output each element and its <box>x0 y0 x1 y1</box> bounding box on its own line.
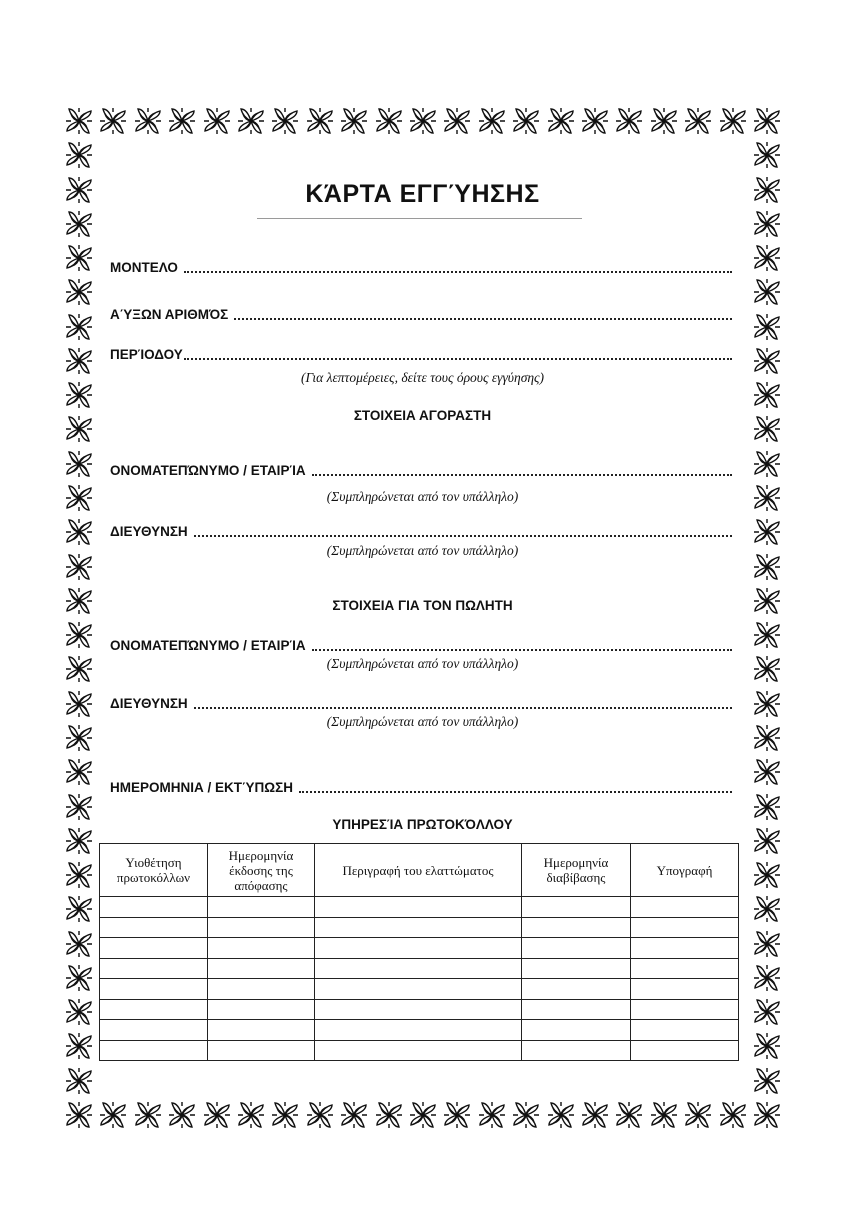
four-petal-star-icon <box>62 995 96 1029</box>
table-row <box>100 958 739 979</box>
table-cell[interactable] <box>100 938 208 959</box>
four-petal-star-icon <box>440 104 474 138</box>
four-petal-star-icon <box>750 961 784 995</box>
title-divider <box>257 218 582 219</box>
four-petal-star-icon <box>62 1029 96 1063</box>
table-cell[interactable] <box>522 1040 631 1061</box>
protocol-section-heading: ΥΠΗΡΕΣΊΑ ΠΡΩΤΟΚΌΛΛΟΥ <box>332 817 513 832</box>
serial-number-label: ΑΎΞΩΝ ΑΡΙΘΜΌΣ <box>110 307 229 322</box>
table-cell[interactable] <box>631 917 739 938</box>
four-petal-star-icon <box>372 1098 406 1132</box>
column-header-transmission-date: Ημερομηνία διαβίβασης <box>522 844 631 897</box>
table-cell[interactable] <box>631 897 739 918</box>
four-petal-star-icon <box>62 618 96 652</box>
table-row <box>100 979 739 1000</box>
four-petal-star-icon <box>750 755 784 789</box>
four-petal-star-icon <box>750 104 784 138</box>
four-petal-star-icon <box>681 104 715 138</box>
table-cell[interactable] <box>631 938 739 959</box>
period-note: (Για λεπτομέρειες, δείτε τους όρους εγγύησης) <box>300 370 545 385</box>
table-row <box>100 1020 739 1041</box>
table-cell[interactable] <box>631 999 739 1020</box>
four-petal-star-icon <box>131 104 165 138</box>
four-petal-star-icon <box>750 995 784 1029</box>
four-petal-star-icon <box>647 104 681 138</box>
model-field[interactable] <box>110 258 732 276</box>
four-petal-star-icon <box>268 1098 302 1132</box>
four-petal-star-icon <box>372 104 406 138</box>
four-petal-star-icon <box>131 1098 165 1132</box>
seller-address-note: (Συμπληρώνεται από τον υπάλληλο) <box>326 714 519 729</box>
table-row <box>100 897 739 918</box>
table-cell[interactable] <box>100 1020 208 1041</box>
four-petal-star-icon <box>509 1098 543 1132</box>
buyer-name-field[interactable] <box>110 461 732 479</box>
table-cell[interactable] <box>208 938 315 959</box>
four-petal-star-icon <box>544 104 578 138</box>
model-label: ΜΟΝΤΕΛΟ <box>110 260 178 275</box>
table-cell[interactable] <box>631 1020 739 1041</box>
table-cell[interactable] <box>315 938 522 959</box>
four-petal-star-icon <box>750 1029 784 1063</box>
table-cell[interactable] <box>208 1020 315 1041</box>
seller-name-field[interactable] <box>110 636 732 654</box>
four-petal-star-icon <box>62 241 96 275</box>
period-field[interactable] <box>110 345 732 363</box>
seller-name-label: ΟΝΟΜΑΤΕΠΏΝΥΜΟ / ΕΤΑΙΡΊΑ <box>110 638 306 653</box>
table-cell[interactable] <box>208 979 315 1000</box>
buyer-section-heading: ΣΤΟΙΧΕΙΑ ΑΓΟΡΑΣΤΗ <box>353 408 492 423</box>
four-petal-star-icon <box>268 104 302 138</box>
four-petal-star-icon <box>234 104 268 138</box>
table-row <box>100 999 739 1020</box>
table-cell[interactable] <box>208 897 315 918</box>
four-petal-star-icon <box>578 104 612 138</box>
table-cell[interactable] <box>315 897 522 918</box>
four-petal-star-icon <box>681 1098 715 1132</box>
table-cell[interactable] <box>315 1040 522 1061</box>
table-cell[interactable] <box>315 958 522 979</box>
four-petal-star-icon <box>716 1098 750 1132</box>
four-petal-star-icon <box>750 138 784 172</box>
serial-number-field[interactable] <box>110 305 732 323</box>
four-petal-star-icon <box>509 104 543 138</box>
period-fill-line[interactable] <box>184 358 732 360</box>
table-cell[interactable] <box>522 958 631 979</box>
four-petal-star-icon <box>62 961 96 995</box>
four-petal-star-icon <box>234 1098 268 1132</box>
protocol-header-row <box>100 844 739 897</box>
model-fill-line[interactable] <box>184 271 732 273</box>
four-petal-star-icon <box>165 104 199 138</box>
four-petal-star-icon <box>612 104 646 138</box>
seller-name-fill-line[interactable] <box>312 649 732 651</box>
date-print-label: ΗΜΕΡΟΜΗΝΙΑ / ΕΚΤΎΠΩΣΗ <box>110 780 293 795</box>
four-petal-star-icon <box>750 1064 784 1098</box>
four-petal-star-icon <box>165 1098 199 1132</box>
four-petal-star-icon <box>62 138 96 172</box>
buyer-name-fill-line[interactable] <box>312 474 732 476</box>
four-petal-star-icon <box>750 310 784 344</box>
four-petal-star-icon <box>440 1098 474 1132</box>
column-header-decision-date: Ημερομηνία έκδοσης της απόφασης <box>208 844 315 897</box>
four-petal-star-icon <box>716 104 750 138</box>
table-row <box>100 917 739 938</box>
four-petal-star-icon <box>750 892 784 926</box>
buyer-address-label: ΔΙΕΥΘΥΝΣΗ <box>110 524 188 539</box>
four-petal-star-icon <box>750 207 784 241</box>
four-petal-star-icon <box>612 1098 646 1132</box>
table-cell[interactable] <box>100 958 208 979</box>
table-cell[interactable] <box>522 897 631 918</box>
table-cell[interactable] <box>315 979 522 1000</box>
seller-address-fill-line[interactable] <box>194 707 732 709</box>
table-cell[interactable] <box>522 917 631 938</box>
four-petal-star-icon <box>750 241 784 275</box>
table-cell[interactable] <box>631 958 739 979</box>
four-petal-star-icon <box>475 1098 509 1132</box>
buyer-name-note: (Συμπληρώνεται από τον υπάλληλο) <box>326 489 519 504</box>
table-cell[interactable] <box>100 999 208 1020</box>
table-cell[interactable] <box>522 938 631 959</box>
four-petal-star-icon <box>62 207 96 241</box>
buyer-address-note: (Συμπληρώνεται από τον υπάλληλο) <box>326 543 519 558</box>
four-petal-star-icon <box>750 275 784 309</box>
table-cell[interactable] <box>100 979 208 1000</box>
four-petal-star-icon <box>406 104 440 138</box>
table-cell[interactable] <box>100 917 208 938</box>
four-petal-star-icon <box>62 275 96 309</box>
table-cell[interactable] <box>208 917 315 938</box>
table-cell[interactable] <box>631 1040 739 1061</box>
four-petal-star-icon <box>750 1098 784 1132</box>
table-cell[interactable] <box>315 1020 522 1041</box>
four-petal-star-icon <box>62 1064 96 1098</box>
table-cell[interactable] <box>208 999 315 1020</box>
date-print-field[interactable] <box>110 778 732 796</box>
table-row <box>100 938 739 959</box>
four-petal-star-icon <box>96 104 130 138</box>
four-petal-star-icon <box>200 1098 234 1132</box>
four-petal-star-icon <box>62 927 96 961</box>
table-cell[interactable] <box>522 999 631 1020</box>
table-cell[interactable] <box>100 1040 208 1061</box>
four-petal-star-icon <box>578 1098 612 1132</box>
buyer-address-fill-line[interactable] <box>194 535 732 537</box>
buyer-name-label: ΟΝΟΜΑΤΕΠΏΝΥΜΟ / ΕΤΑΙΡΊΑ <box>110 463 306 478</box>
column-header-protocol-adoption: Υιοθέτηση πρωτοκόλλων <box>100 844 208 897</box>
page-title: ΚΆΡΤΑ ΕΓΓΎΗΣΗΣ <box>305 180 540 208</box>
four-petal-star-icon <box>62 1098 96 1132</box>
four-petal-star-icon <box>647 1098 681 1132</box>
four-petal-star-icon <box>406 1098 440 1132</box>
four-petal-star-icon <box>62 104 96 138</box>
four-petal-star-icon <box>62 310 96 344</box>
column-header-defect-description: Περιγραφή του ελαττώματος <box>315 844 522 897</box>
four-petal-star-icon <box>62 892 96 926</box>
protocol-table <box>99 843 739 1061</box>
four-petal-star-icon <box>303 104 337 138</box>
four-petal-star-icon <box>750 927 784 961</box>
four-petal-star-icon <box>337 104 371 138</box>
table-cell[interactable] <box>208 958 315 979</box>
four-petal-star-icon <box>200 104 234 138</box>
four-petal-star-icon <box>750 447 784 481</box>
date-print-fill-line[interactable] <box>299 791 732 793</box>
four-petal-star-icon <box>62 447 96 481</box>
seller-section-heading: ΣΤΟΙΧΕΙΑ ΓΙΑ ΤΟΝ ΠΩΛΗΤΗ <box>332 598 513 613</box>
seller-address-field[interactable] <box>110 694 732 712</box>
table-row <box>100 1040 739 1061</box>
four-petal-star-icon <box>544 1098 578 1132</box>
four-petal-star-icon <box>750 858 784 892</box>
table-cell[interactable] <box>522 1020 631 1041</box>
table-cell[interactable] <box>631 979 739 1000</box>
four-petal-star-icon <box>62 755 96 789</box>
table-cell[interactable] <box>208 1040 315 1061</box>
four-petal-star-icon <box>303 1098 337 1132</box>
table-cell[interactable] <box>100 897 208 918</box>
four-petal-star-icon <box>750 618 784 652</box>
four-petal-star-icon <box>475 104 509 138</box>
buyer-address-field[interactable] <box>110 522 732 540</box>
period-label: ΠΕΡΊΟΔΟΥ <box>110 347 183 362</box>
table-cell[interactable] <box>522 979 631 1000</box>
four-petal-star-icon <box>96 1098 130 1132</box>
table-cell[interactable] <box>315 999 522 1020</box>
seller-name-note: (Συμπληρώνεται από τον υπάλληλο) <box>326 656 519 671</box>
table-cell[interactable] <box>315 917 522 938</box>
seller-address-label: ΔΙΕΥΘΥΝΣΗ <box>110 696 188 711</box>
serial-number-fill-line[interactable] <box>234 318 732 320</box>
four-petal-star-icon <box>337 1098 371 1132</box>
column-header-signature: Υπογραφή <box>631 844 739 897</box>
four-petal-star-icon <box>62 858 96 892</box>
